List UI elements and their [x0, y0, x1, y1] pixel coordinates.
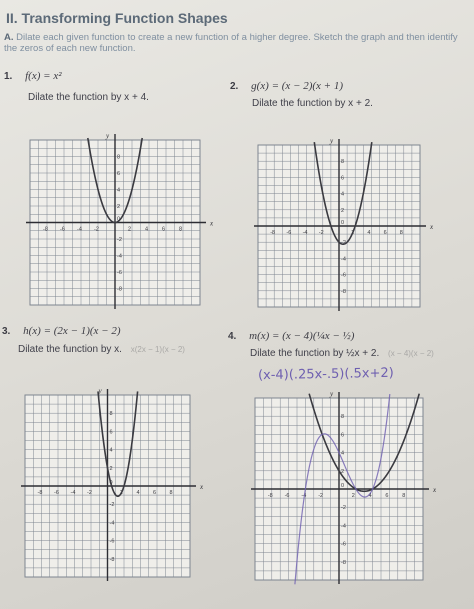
y-tick-label: 2	[109, 465, 113, 472]
y-tick-label: -6	[117, 270, 122, 276]
x-tick-label: 8	[402, 493, 406, 499]
x-tick-label: -2	[87, 490, 92, 496]
y-tick-label: -4	[341, 256, 346, 263]
instructions	[4, 32, 470, 54]
y-axis-label: y	[106, 132, 110, 140]
y-tick-label: -8	[109, 556, 115, 563]
x-tick-label: 2	[120, 490, 124, 496]
instruction-label: A.	[4, 32, 14, 43]
y-tick-label: -2	[341, 240, 346, 247]
instruction-text: Dilate each given function to create a new function of a higher degree. Sketch the graph and then identify the zeros of each new function.	[4, 32, 458, 54]
x-tick-label: -6	[284, 493, 290, 499]
graph-4	[255, 390, 437, 580]
x-tick-label: 4	[368, 493, 372, 499]
y-tick-label: 2	[341, 468, 345, 475]
y-tick-label: 4	[341, 191, 345, 198]
x-axis-label: x	[430, 223, 434, 231]
y-tick-label: 6	[109, 429, 113, 436]
origin-label: 0	[109, 480, 113, 486]
x-tick-label: -6	[60, 226, 65, 233]
x-tick-label: -8	[43, 226, 48, 233]
x-tick-label: 4	[136, 490, 140, 496]
y-tick-label: 8	[109, 411, 113, 418]
x-tick-label: 2	[128, 226, 132, 233]
y-tick-label: 2	[117, 204, 121, 210]
y-tick-label: -4	[109, 520, 115, 527]
problem-2	[230, 80, 343, 92]
problem-1-number: 1.	[4, 71, 13, 82]
x-tick-label: 6	[153, 490, 157, 496]
y-tick-label: -2	[109, 502, 115, 509]
x-tick-label: 4	[367, 230, 371, 236]
y-tick-label: 6	[117, 171, 121, 177]
problem-4-faded-text: (x − 4)(x − 2)	[388, 349, 434, 358]
y-tick-label: 6	[341, 432, 345, 439]
problem-2-function: g(x) = (x − 2)(x + 1)	[251, 80, 344, 92]
x-tick-label: -8	[270, 230, 276, 236]
problem-4-number: 4.	[228, 331, 237, 342]
graph-2	[258, 137, 434, 307]
x-tick-label: 6	[385, 493, 389, 499]
problem-2-dilate: Dilate the function by x + 2.	[252, 98, 373, 109]
x-axis-label: x	[433, 486, 437, 494]
y-tick-label: -8	[117, 286, 122, 293]
x-tick-label: 2	[351, 230, 355, 236]
x-tick-label: -4	[302, 230, 308, 236]
x-tick-label: -4	[77, 226, 82, 233]
section-title: II. Transforming Function Shapes	[6, 10, 228, 26]
problem-4-dilate-text: Dilate the function by ½x + 2.	[250, 348, 380, 359]
y-tick-label: -6	[341, 541, 346, 548]
graph-1	[30, 132, 214, 305]
y-tick-label: 4	[341, 450, 345, 457]
x-tick-label: -8	[267, 493, 273, 499]
x-tick-label: 8	[399, 230, 403, 236]
x-tick-label: -6	[286, 230, 292, 236]
y-tick-label: -8	[341, 559, 346, 566]
y-axis-label: y	[330, 137, 334, 145]
y-tick-label: 4	[117, 187, 121, 194]
problem-3-dilate-text: Dilate the function by x.	[18, 344, 122, 355]
graph-3	[25, 387, 204, 577]
problem-2-number: 2.	[230, 81, 239, 92]
problem-1-function: f(x) = x²	[25, 70, 62, 82]
problem-4-dilate	[250, 348, 434, 359]
x-tick-label: 8	[179, 226, 183, 233]
x-tick-label: 4	[145, 226, 149, 233]
x-tick-label: -4	[70, 490, 76, 496]
problem-1-dilate: Dilate the function by x + 4.	[28, 92, 149, 103]
origin-label: 0	[341, 220, 345, 226]
problem-3-number: 3.	[2, 326, 11, 337]
y-tick-label: -6	[109, 538, 115, 545]
y-tick-label: -4	[341, 523, 346, 530]
x-tick-label: -8	[37, 490, 43, 496]
problem-4-function: m(x) = (x − 4)(¼x − ½)	[249, 330, 355, 342]
x-tick-label: -2	[94, 226, 99, 233]
x-tick-label: 2	[351, 493, 355, 499]
problem-3-dilate	[18, 344, 185, 355]
x-tick-label: -4	[301, 493, 307, 499]
problem-1	[4, 70, 62, 82]
x-tick-label: -2	[318, 493, 324, 499]
problem-3-faded-text: x(2x − 1)(x − 2)	[130, 345, 185, 354]
y-tick-label: 6	[341, 175, 345, 182]
y-tick-label: -6	[341, 272, 346, 279]
x-tick-label: 8	[169, 490, 173, 496]
y-tick-label: 8	[117, 154, 121, 161]
y-tick-label: -2	[117, 237, 122, 243]
y-tick-label: 8	[341, 159, 345, 166]
x-axis-label: x	[210, 219, 214, 228]
y-tick-label: -4	[117, 253, 122, 260]
handwritten-expression: (x-4)(.25x-.5)(.5x+2)	[257, 365, 394, 384]
origin-label: 0	[117, 216, 121, 223]
problem-3	[2, 325, 121, 337]
x-tick-label: -6	[54, 490, 59, 496]
x-tick-label: 6	[162, 226, 166, 233]
origin-label: 0	[341, 483, 345, 489]
y-tick-label: 8	[341, 414, 345, 421]
y-axis-label: y	[98, 387, 102, 395]
y-tick-label: 4	[109, 447, 113, 454]
x-tick-label: 6	[383, 230, 387, 236]
problem-4	[228, 330, 354, 342]
y-tick-label: -8	[341, 288, 346, 295]
x-axis-label: x	[200, 483, 204, 491]
problem-3-function: h(x) = (2x − 1)(x − 2)	[23, 325, 121, 337]
y-tick-label: -2	[341, 505, 346, 512]
x-tick-label: -2	[318, 230, 324, 236]
y-axis-label: y	[330, 390, 334, 398]
y-tick-label: 2	[341, 207, 345, 214]
